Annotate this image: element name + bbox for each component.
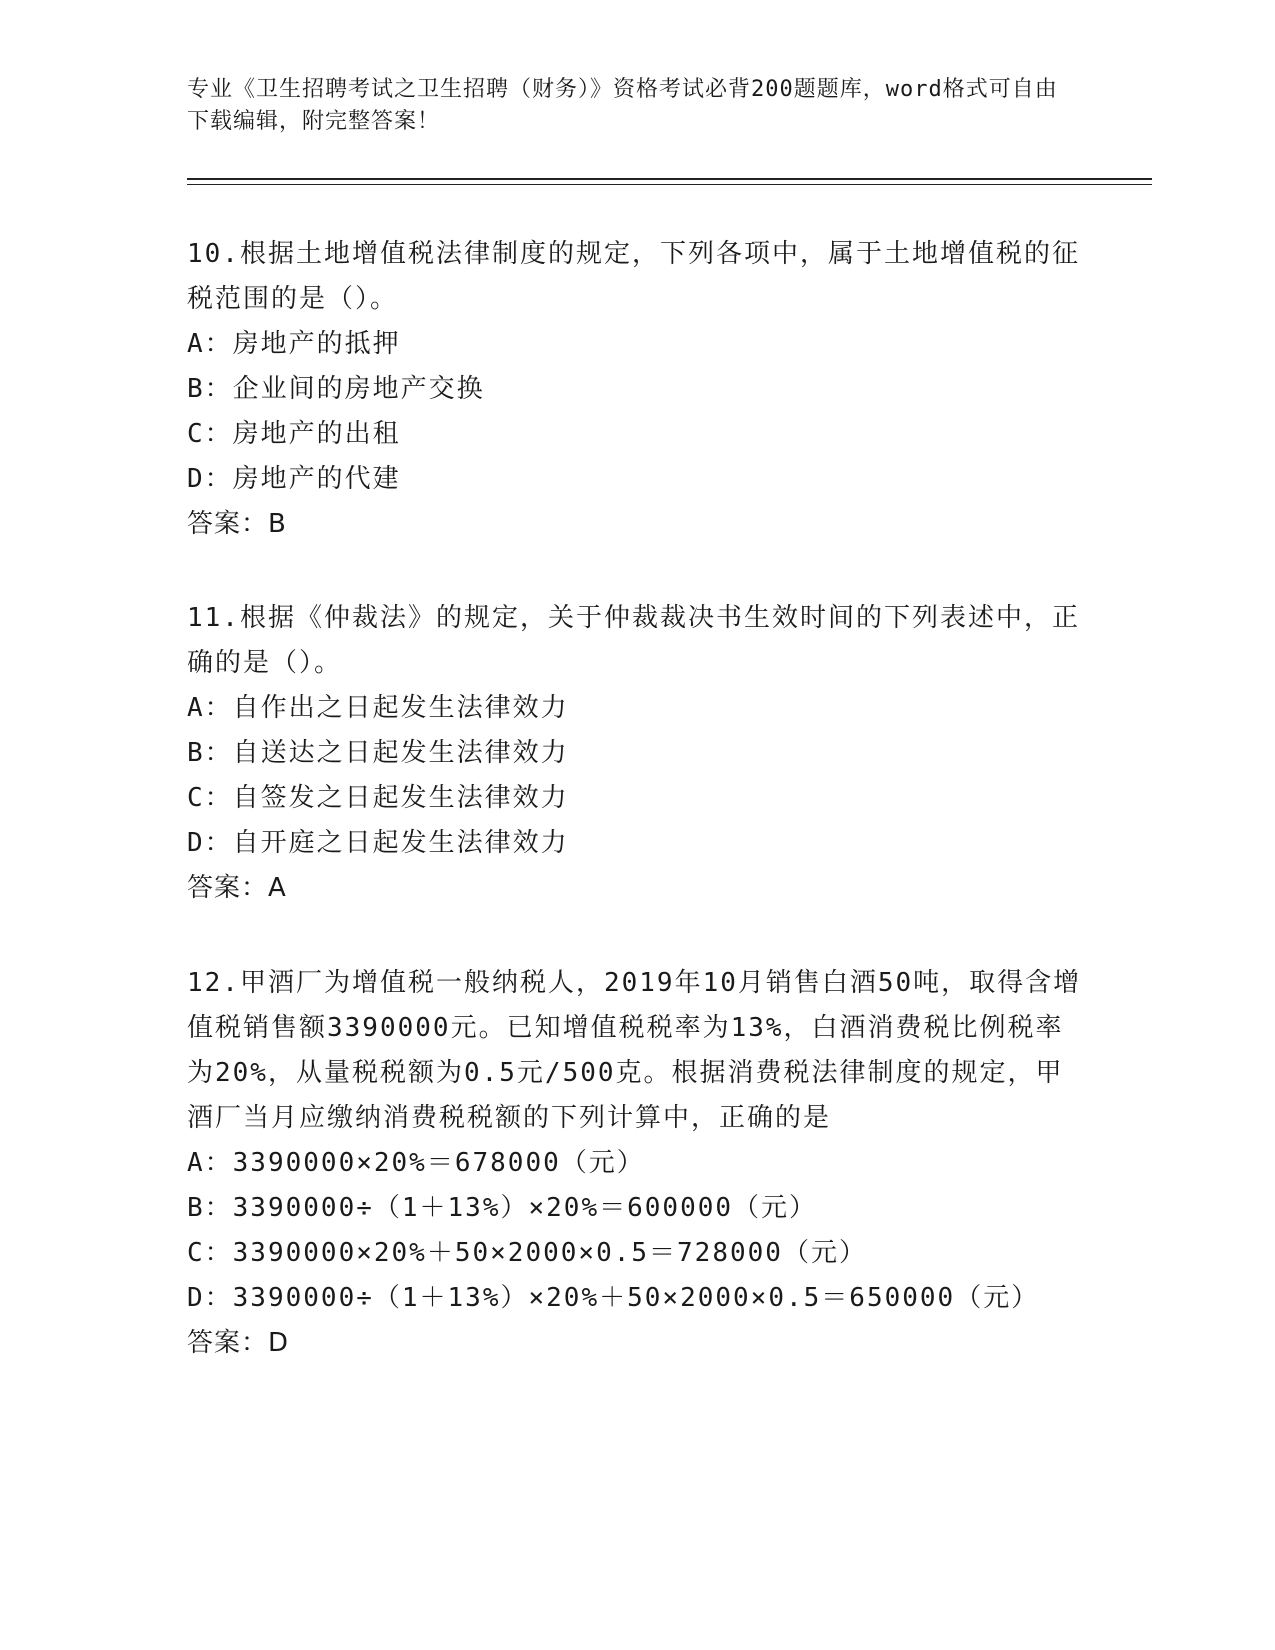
question-12	[187, 961, 1087, 1366]
question-text: 10.根据土地增值税法律制度的规定，下列各项中，属于土地增值税的征税范围的是（）。	[187, 239, 1080, 314]
option-a: A：3390000×20%＝678000（元）	[187, 1148, 645, 1178]
option-d: D：自开庭之日起发生法律效力	[187, 828, 569, 858]
answer-label: 答案：D	[187, 1328, 290, 1358]
option-c: C：房地产的出租	[187, 419, 401, 449]
option-b: B：3390000÷（1＋13%）×20%＝600000（元）	[187, 1193, 818, 1223]
option-b: B：自送达之日起发生法律效力	[187, 738, 569, 768]
document-intro: 专业《卫生招聘考试之卫生招聘（财务）》资格考试必背200题题库，word格式可自由下载编辑，附完整答案！	[187, 77, 1058, 134]
option-a: A：自作出之日起发生法律效力	[187, 693, 569, 723]
option-d: D：3390000÷（1＋13%）×20%＋50×2000×0.5＝650000（元）	[187, 1283, 1040, 1313]
answer-label: 答案：A	[187, 873, 287, 903]
header-divider-top	[187, 178, 1152, 180]
option-d: D：房地产的代建	[187, 464, 401, 494]
answer-label: 答案：B	[187, 509, 287, 539]
question-text: 12.甲酒厂为增值税一般纳税人，2019年10月销售白酒50吨，取得含增值税销售额3390000元。已知增值税税率为13%，白酒消费税比例税率为20%，从量税税额为0.5元/500克。根据消费税法律制度的规定，甲酒厂当月应缴纳消费税税额的下列计算中，正确的是	[187, 968, 1082, 1133]
option-a: A：房地产的抵押	[187, 329, 401, 359]
option-c: C：3390000×20%＋50×2000×0.5＝728000（元）	[187, 1238, 867, 1268]
question-text: 11.根据《仲裁法》的规定，关于仲裁裁决书生效时间的下列表述中，正确的是（）。	[187, 603, 1080, 678]
question-11	[187, 596, 1087, 911]
header-divider-bottom	[187, 184, 1152, 185]
option-c: C：自签发之日起发生法律效力	[187, 783, 569, 813]
question-10	[187, 232, 1087, 547]
option-b: B：企业间的房地产交换	[187, 374, 485, 404]
